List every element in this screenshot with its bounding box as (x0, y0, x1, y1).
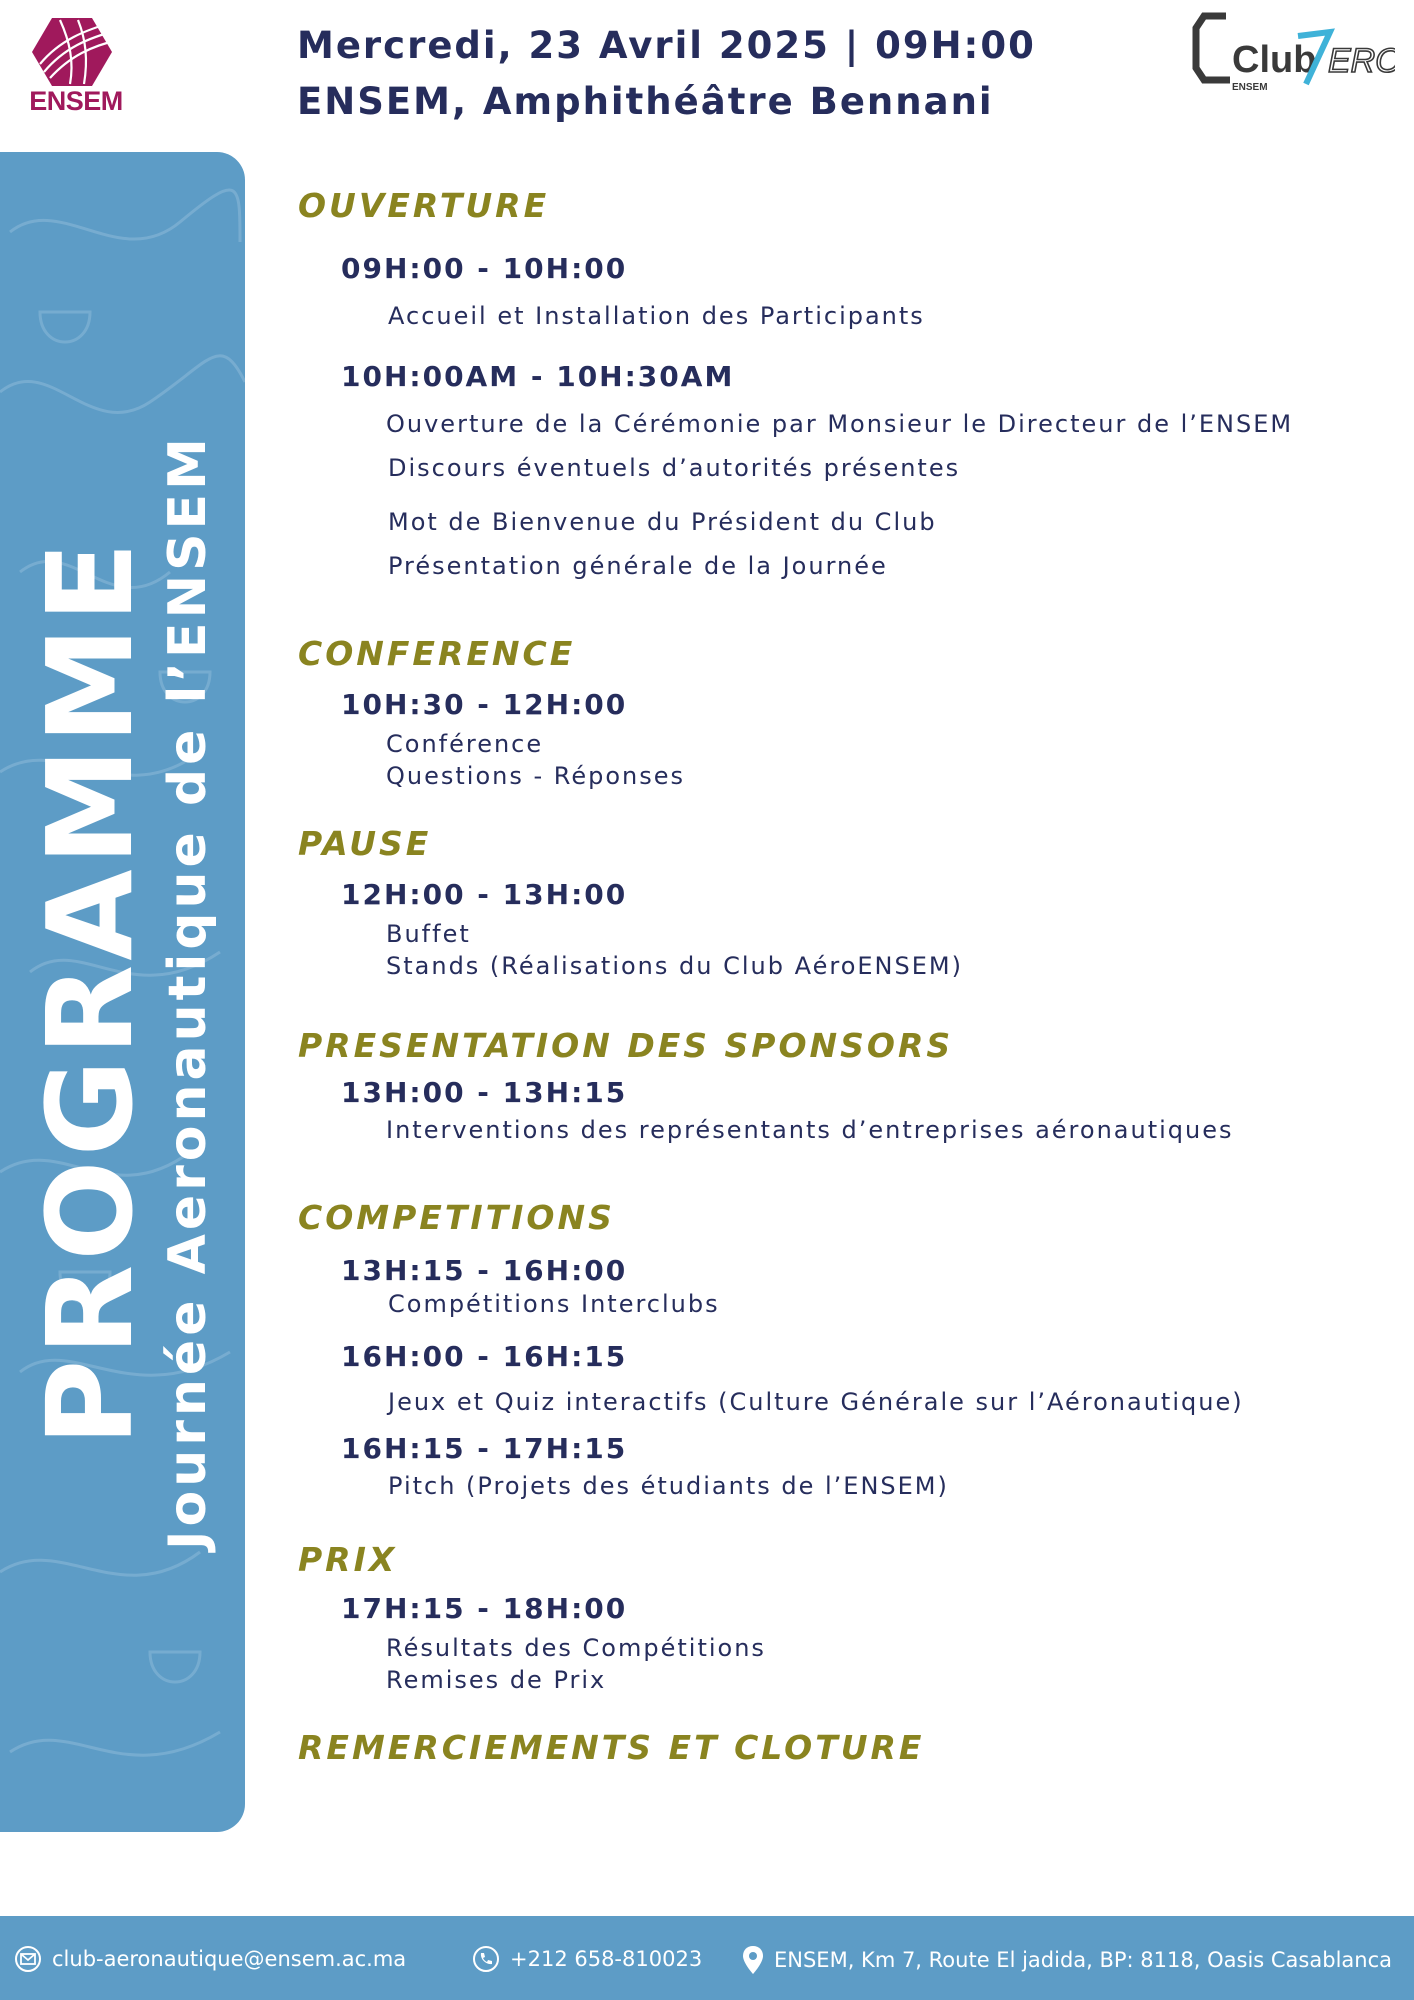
club-logo-text: Club (1232, 39, 1317, 81)
time-competitions-1: 13H:15 - 16H:00 (341, 1254, 628, 1287)
section-title-sponsors: PRESENTATION DES SPONSORS (298, 1026, 954, 1065)
footer-address (742, 1945, 1392, 1975)
ensem-emblem-icon (30, 12, 120, 90)
location-pin-icon (742, 1945, 764, 1975)
item-ouverture-5: Présentation générale de la Journée (388, 552, 888, 580)
phone-icon (472, 1945, 500, 1973)
ensem-logo-text: ENSEM (29, 86, 123, 116)
club-logo-sub: ENSEM (1232, 82, 1268, 93)
item-conference-1: Conférence (386, 730, 544, 758)
programme-subtitle: Journée Aeronautique de l’ENSEM (157, 434, 218, 1550)
time-pause-1: 12H:00 - 13H:00 (341, 878, 628, 911)
item-prix-1: Résultats des Compétitions (386, 1634, 766, 1662)
item-ouverture-3: Discours éventuels d’autorités présentes (388, 454, 961, 482)
programme-sidebar (0, 152, 245, 1832)
time-ouverture-1: 09H:00 - 10H:00 (341, 252, 628, 285)
event-date-time: Mercredi, 23 Avril 2025 | 09H:00 (297, 24, 1036, 67)
item-pause-2: Stands (Réalisations du Club AéroENSEM) (386, 952, 963, 980)
item-ouverture-4: Mot de Bienvenue du Président du Club (388, 508, 937, 536)
item-ouverture-2: Ouverture de la Cérémonie par Monsieur le Directeur de l’ENSEM (386, 410, 1294, 438)
time-conference-1: 10H:30 - 12H:00 (341, 688, 628, 721)
footer-email[interactable] (14, 1945, 406, 1973)
time-ouverture-2: 10H:00AM - 10H:30AM (341, 360, 735, 393)
club-logo-text2: ERO (1328, 42, 1395, 80)
ensem-logo (26, 12, 126, 122)
item-sponsors-1: Interventions des représentants d’entreprises aéronautiques (386, 1116, 1234, 1144)
event-header (297, 18, 1036, 130)
sidebar-vertical-text (20, 434, 221, 1550)
time-prix-1: 17H:15 - 18H:00 (341, 1592, 628, 1625)
item-competitions-2: Jeux et Quiz interactifs (Culture Générale sur l’Aéronautique) (388, 1388, 1244, 1416)
footer-email-text: club-aeronautique@ensem.ac.ma (52, 1947, 407, 1971)
item-competitions-3: Pitch (Projets des étudiants de l’ENSEM) (388, 1472, 949, 1500)
item-competitions-1: Compétitions Interclubs (388, 1290, 720, 1318)
footer-phone[interactable] (472, 1945, 702, 1973)
club-aero-logo (1190, 6, 1395, 96)
item-prix-2: Remises de Prix (386, 1666, 607, 1694)
time-sponsors-1: 13H:00 - 13H:15 (341, 1076, 628, 1109)
footer-bar (0, 1916, 1414, 2000)
footer-address-text: ENSEM, Km 7, Route El jadida, BP: 8118, Oasis Casablanca (774, 1948, 1392, 1972)
programme-title: PROGRAMME (20, 537, 159, 1447)
event-location: ENSEM, Amphithéâtre Bennani (297, 80, 994, 123)
section-title-prix: PRIX (298, 1540, 398, 1579)
email-icon (14, 1945, 42, 1973)
item-conference-2: Questions - Réponses (386, 762, 686, 790)
section-title-competitions: COMPETITIONS (298, 1198, 615, 1237)
time-competitions-3: 16H:15 - 17H:15 (341, 1432, 628, 1465)
item-ouverture-1: Accueil et Installation des Participants (388, 302, 925, 330)
section-title-pause: PAUSE (298, 824, 432, 863)
section-title-conference: CONFERENCE (298, 634, 576, 673)
footer-phone-text: +212 658-810023 (510, 1947, 703, 1971)
time-competitions-2: 16H:00 - 16H:15 (341, 1340, 628, 1373)
section-title-ouverture: OUVERTURE (298, 186, 550, 225)
section-title-cloture: REMERCIEMENTS ET CLOTURE (298, 1728, 925, 1767)
item-pause-1: Buffet (386, 920, 471, 948)
